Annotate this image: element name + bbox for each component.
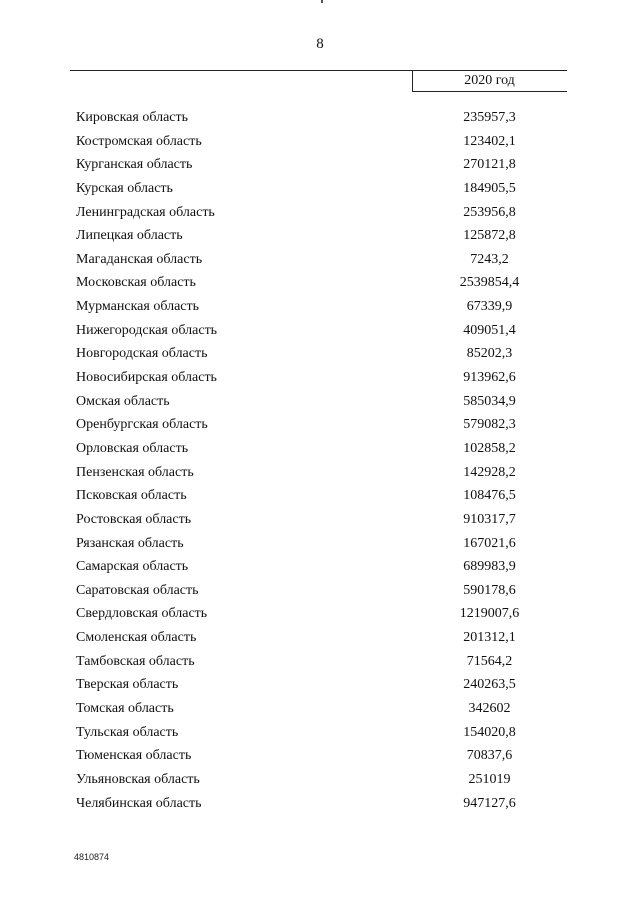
region-value: 240263,5 [463,677,516,693]
table-row [76,555,556,579]
region-name: Омская область [76,393,170,409]
table-row [76,319,556,343]
table-row [76,673,556,697]
table-row [76,650,556,674]
table-row [76,271,556,295]
region-value: 579082,3 [463,417,516,433]
region-name: Костромская область [76,133,202,149]
region-value: 270121,8 [463,157,516,173]
region-name: Ленинградская область [76,204,215,220]
region-value: 167021,6 [463,535,516,551]
region-value: 251019 [468,771,511,787]
region-value: 102858,2 [463,440,516,456]
table-row [76,413,556,437]
table-row [76,201,556,225]
region-name: Смоленская область [76,630,197,646]
region-value: 910317,7 [463,511,516,527]
region-name: Саратовская область [76,582,199,598]
document-code: 4810874 [74,852,110,862]
region-value: 142928,2 [463,464,516,480]
region-name: Липецкая область [76,228,183,244]
region-name: Новосибирская область [76,370,217,386]
region-name: Орловская область [76,440,189,456]
region-value: 67339,9 [466,299,513,315]
table-row [76,366,556,390]
table-row [76,248,556,272]
region-name: Самарская область [76,559,189,575]
region-name: Магаданская область [76,251,203,267]
column-header-year: 2020 год [464,73,515,88]
region-value: 1219007,6 [459,606,520,622]
region-value: 123402,1 [463,133,516,149]
region-name: Ульяновская область [76,771,200,787]
region-name: Томская область [76,701,174,717]
table-header [70,70,567,92]
scan-mark [321,0,323,3]
table-row [76,697,556,721]
header-top-rule [70,70,567,71]
region-name: Тамбовская область [76,653,195,669]
region-name: Новгородская область [76,346,208,362]
region-value: 7243,2 [470,251,509,267]
region-value: 71564,2 [466,653,513,669]
region-value: 689983,9 [463,559,516,575]
table-row [76,602,556,626]
region-name: Рязанская область [76,535,184,551]
region-value: 201312,1 [463,630,516,646]
region-name: Курская область [76,180,173,196]
table-row [76,342,556,366]
table-row [76,579,556,603]
region-name: Тюменская область [76,748,192,764]
region-value: 125872,8 [463,228,516,244]
region-name: Нижегородская область [76,322,218,338]
table-row [76,532,556,556]
table-row [76,721,556,745]
region-name: Пензенская область [76,464,194,480]
page-number: 8 [316,36,324,52]
header-bottom-rule [412,91,567,92]
region-name: Оренбургская область [76,417,208,433]
region-name: Челябинская область [76,795,202,811]
region-name: Кировская область [76,110,189,125]
table-row [76,224,556,248]
table-row [76,461,556,485]
table-row [76,484,556,508]
table-row [76,295,556,319]
region-value: 409051,4 [463,322,516,338]
table-row [76,177,556,201]
table-row [76,390,556,414]
region-value: 235957,3 [463,110,516,125]
region-value: 108476,5 [463,488,516,504]
region-value: 2539854,4 [459,275,520,291]
table-row [76,508,556,532]
region-value: 85202,3 [466,346,513,362]
table-row [76,106,556,130]
region-value: 342602 [468,701,511,717]
region-value: 154020,8 [463,724,516,740]
region-value: 70837,6 [466,748,513,764]
region-name: Тверская область [76,677,179,693]
table-row [76,153,556,177]
region-name: Московская область [76,275,196,291]
region-value: 590178,6 [463,582,516,598]
region-values-table [76,106,556,815]
region-value: 253956,8 [463,204,516,220]
table-row [76,792,556,816]
region-name: Ростовская область [76,511,192,527]
region-name: Тульская область [76,724,179,740]
region-value: 947127,6 [463,795,516,811]
table-row [76,626,556,650]
region-name: Псковская область [76,488,187,504]
table-row [76,744,556,768]
region-value: 913962,6 [463,370,516,386]
region-name: Мурманская область [76,299,200,315]
region-name: Курганская область [76,157,193,173]
region-value: 184905,5 [463,180,516,196]
region-value: 585034,9 [463,393,516,409]
region-name: Свердловская область [76,606,208,622]
table-row [76,437,556,461]
table-row [76,130,556,154]
table-row [76,768,556,792]
